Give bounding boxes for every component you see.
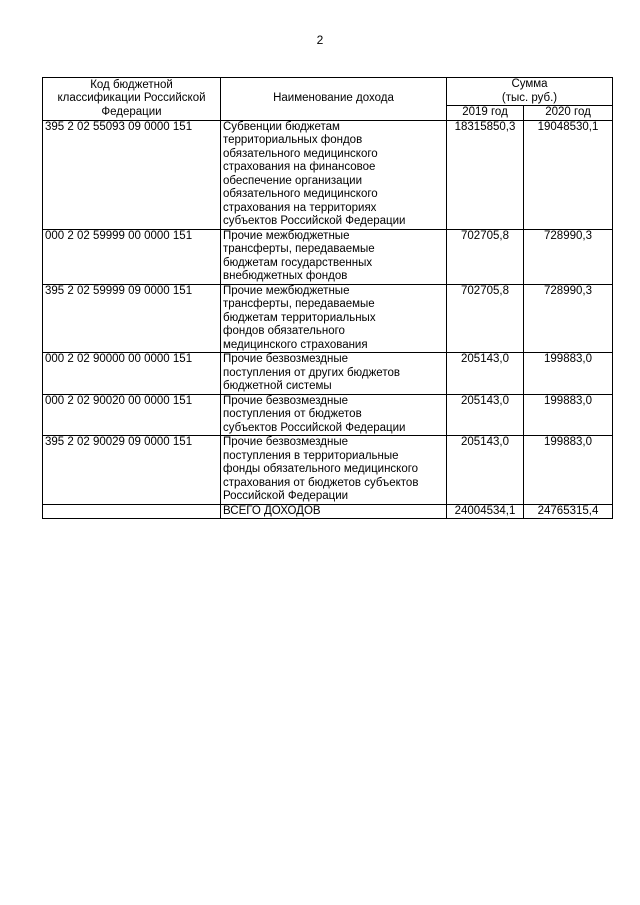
row-value-2020: 199883,0	[524, 436, 613, 505]
row-name: Прочие безвозмездные поступления от бюджетов субъектов Российской Федерации	[221, 394, 447, 436]
row-value-2020: 728990,3	[524, 284, 613, 353]
row-name: Прочие межбюджетные трансферты, передаваемые бюджетам территориальных фондов обязательного медицинского страхования	[221, 284, 447, 353]
row-code: 000 2 02 90000 00 0000 151	[43, 353, 221, 395]
header-name: Наименование дохода	[221, 78, 447, 121]
row-value-2019: 205143,0	[447, 436, 524, 505]
row-name: Прочие безвозмездные поступления в территориальные фонды обязательного медицинского страхования от бюджетов субъектов Российской Федерации	[221, 436, 447, 505]
total-code	[43, 504, 221, 519]
table-row	[43, 284, 613, 353]
row-value-2019: 205143,0	[447, 353, 524, 395]
total-value-2020: 24765315,4	[524, 504, 613, 519]
total-row	[43, 504, 613, 519]
row-name: Субвенции бюджетам территориальных фондов обязательного медицинского страхования на финансовое обеспечение организации обязательного медицинского страхования на территориях субъектов Российской Федерации	[221, 120, 447, 229]
row-value-2020: 199883,0	[524, 394, 613, 436]
row-value-2019: 702705,8	[447, 284, 524, 353]
table-row	[43, 120, 613, 229]
row-code: 395 2 02 90029 09 0000 151	[43, 436, 221, 505]
row-name: Прочие безвозмездные поступления от других бюджетов бюджетной системы	[221, 353, 447, 395]
row-value-2019: 702705,8	[447, 229, 524, 284]
page-number: 2	[316, 33, 324, 47]
header-year-2020: 2020 год	[524, 106, 613, 121]
header-year-2019: 2019 год	[447, 106, 524, 121]
header-code: Код бюджетной классификации Российской Федерации	[43, 78, 221, 121]
header-sum: Сумма (тыс. руб.)	[447, 78, 613, 106]
total-label: ВСЕГО ДОХОДОВ	[221, 504, 447, 519]
row-code: 395 2 02 55093 09 0000 151	[43, 120, 221, 229]
row-value-2019: 18315850,3	[447, 120, 524, 229]
row-code: 395 2 02 59999 09 0000 151	[43, 284, 221, 353]
table-row	[43, 436, 613, 505]
total-value-2019: 24004534,1	[447, 504, 524, 519]
row-name: Прочие межбюджетные трансферты, передаваемые бюджетам государственных внебюджетных фондов	[221, 229, 447, 284]
table-row	[43, 394, 613, 436]
revenue-table	[42, 77, 613, 519]
table-row	[43, 229, 613, 284]
row-value-2020: 728990,3	[524, 229, 613, 284]
row-code: 000 2 02 90020 00 0000 151	[43, 394, 221, 436]
table-row	[43, 353, 613, 395]
row-value-2019: 205143,0	[447, 394, 524, 436]
row-code: 000 2 02 59999 00 0000 151	[43, 229, 221, 284]
table-header-row	[43, 78, 613, 106]
row-value-2020: 19048530,1	[524, 120, 613, 229]
row-value-2020: 199883,0	[524, 353, 613, 395]
